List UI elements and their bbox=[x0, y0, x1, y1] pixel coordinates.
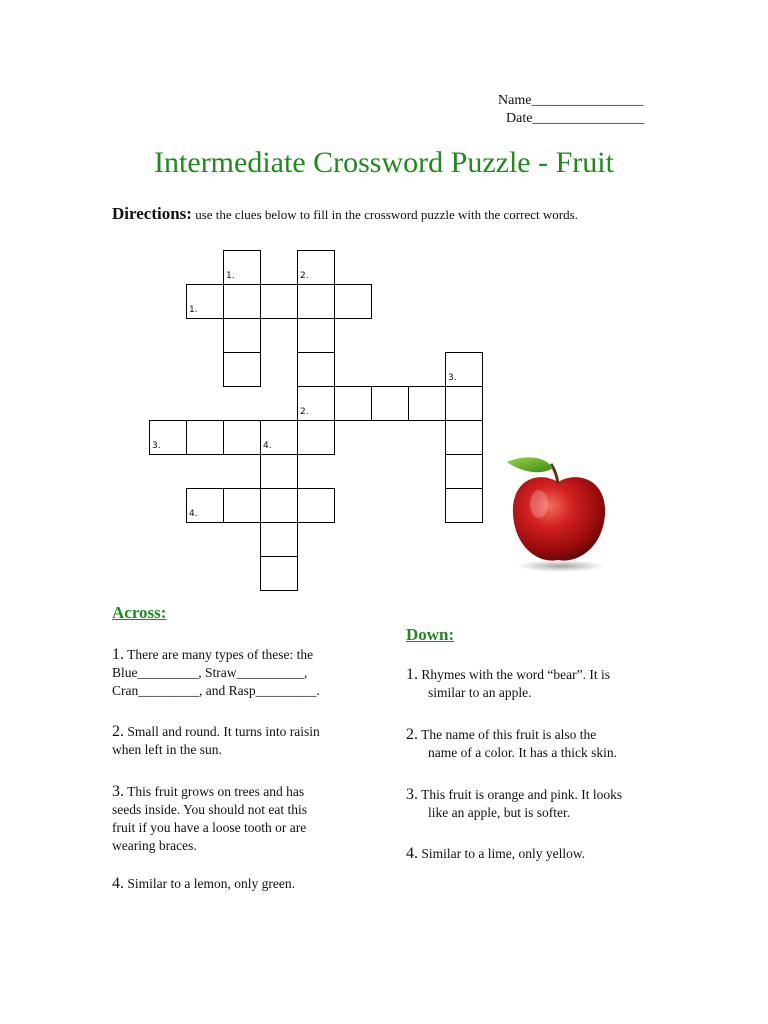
across-clue-4: 4. Similar to a lemon, only green. bbox=[112, 875, 295, 892]
date-field-label: Date________________ bbox=[506, 111, 645, 126]
crossword-cell[interactable] bbox=[260, 454, 298, 489]
clue-number-label: 4. bbox=[189, 509, 198, 519]
crossword-cell[interactable] bbox=[223, 420, 261, 455]
down-clue-2: 2. The name of this fruit is also the name of a color. It has a thick skin. bbox=[406, 726, 617, 760]
crossword-cell[interactable] bbox=[445, 454, 483, 489]
crossword-cell[interactable] bbox=[297, 488, 335, 523]
crossword-cell[interactable] bbox=[408, 386, 446, 421]
red-apple-image bbox=[503, 452, 613, 574]
crossword-cell[interactable] bbox=[223, 352, 261, 387]
clue-number-label: 1. bbox=[189, 305, 198, 315]
directions-label: Directions: bbox=[112, 204, 192, 223]
down-clue-3: 3. This fruit is orange and pink. It looks like an apple, but is softer. bbox=[406, 786, 623, 820]
across-clue-3: 3. This fruit grows on trees and has seeds inside. You should not eat this fruit if you have a loose tooth or are wearing braces. bbox=[112, 783, 308, 853]
clue-number-label: 2. bbox=[300, 271, 309, 281]
crossword-cell[interactable] bbox=[223, 284, 261, 319]
crossword-cell[interactable] bbox=[186, 488, 224, 523]
crossword-cell[interactable] bbox=[260, 522, 298, 557]
crossword-cell[interactable] bbox=[297, 284, 335, 319]
across-heading: Across: bbox=[112, 603, 167, 622]
down-clue-4: 4. Similar to a lime, only yellow. bbox=[406, 845, 586, 862]
crossword-cell[interactable] bbox=[445, 420, 483, 455]
clue-number-label: 4. bbox=[263, 441, 272, 451]
directions-text: use the clues below to fill in the crossword puzzle with the correct words. bbox=[191, 207, 578, 222]
crossword-cell[interactable] bbox=[297, 318, 335, 353]
crossword-cell[interactable] bbox=[297, 386, 335, 421]
across-clue-1: 1. There are many types of these: the Blue_________, Straw__________, Cran_________, and Rasp_________. bbox=[112, 646, 320, 698]
down-heading: Down: bbox=[406, 625, 455, 644]
crossword-cell[interactable] bbox=[297, 420, 335, 455]
crossword-cell[interactable] bbox=[260, 284, 298, 319]
crossword-cell[interactable] bbox=[223, 318, 261, 353]
clue-number-label: 3. bbox=[448, 373, 457, 383]
crossword-cell[interactable] bbox=[445, 386, 483, 421]
crossword-cell[interactable] bbox=[149, 420, 187, 455]
crossword-cell[interactable] bbox=[223, 250, 261, 285]
crossword-cell[interactable] bbox=[260, 488, 298, 523]
down-clue-1: 1. Rhymes with the word “bear”. It is similar to an apple. bbox=[406, 666, 610, 700]
crossword-cell[interactable] bbox=[445, 352, 483, 387]
crossword-cell[interactable] bbox=[297, 250, 335, 285]
clue-number-label: 3. bbox=[152, 441, 161, 451]
clue-number-label: 2. bbox=[300, 407, 309, 417]
clue-number-label: 1. bbox=[226, 271, 235, 281]
crossword-cell[interactable] bbox=[334, 386, 372, 421]
page-title: Intermediate Crossword Puzzle - Fruit bbox=[154, 146, 614, 179]
crossword-cell[interactable] bbox=[223, 488, 261, 523]
crossword-cell[interactable] bbox=[371, 386, 409, 421]
crossword-cell[interactable] bbox=[334, 284, 372, 319]
crossword-cell[interactable] bbox=[186, 284, 224, 319]
crossword-cell[interactable] bbox=[260, 420, 298, 455]
crossword-cell[interactable] bbox=[186, 420, 224, 455]
across-clue-2: 2. Small and round. It turns into raisin when left in the sun. bbox=[112, 723, 320, 757]
crossword-cell[interactable] bbox=[297, 352, 335, 387]
name-field-label: Name________________ bbox=[498, 93, 644, 108]
crossword-cell[interactable] bbox=[260, 556, 298, 591]
directions bbox=[112, 204, 578, 224]
crossword-cell[interactable] bbox=[445, 488, 483, 523]
